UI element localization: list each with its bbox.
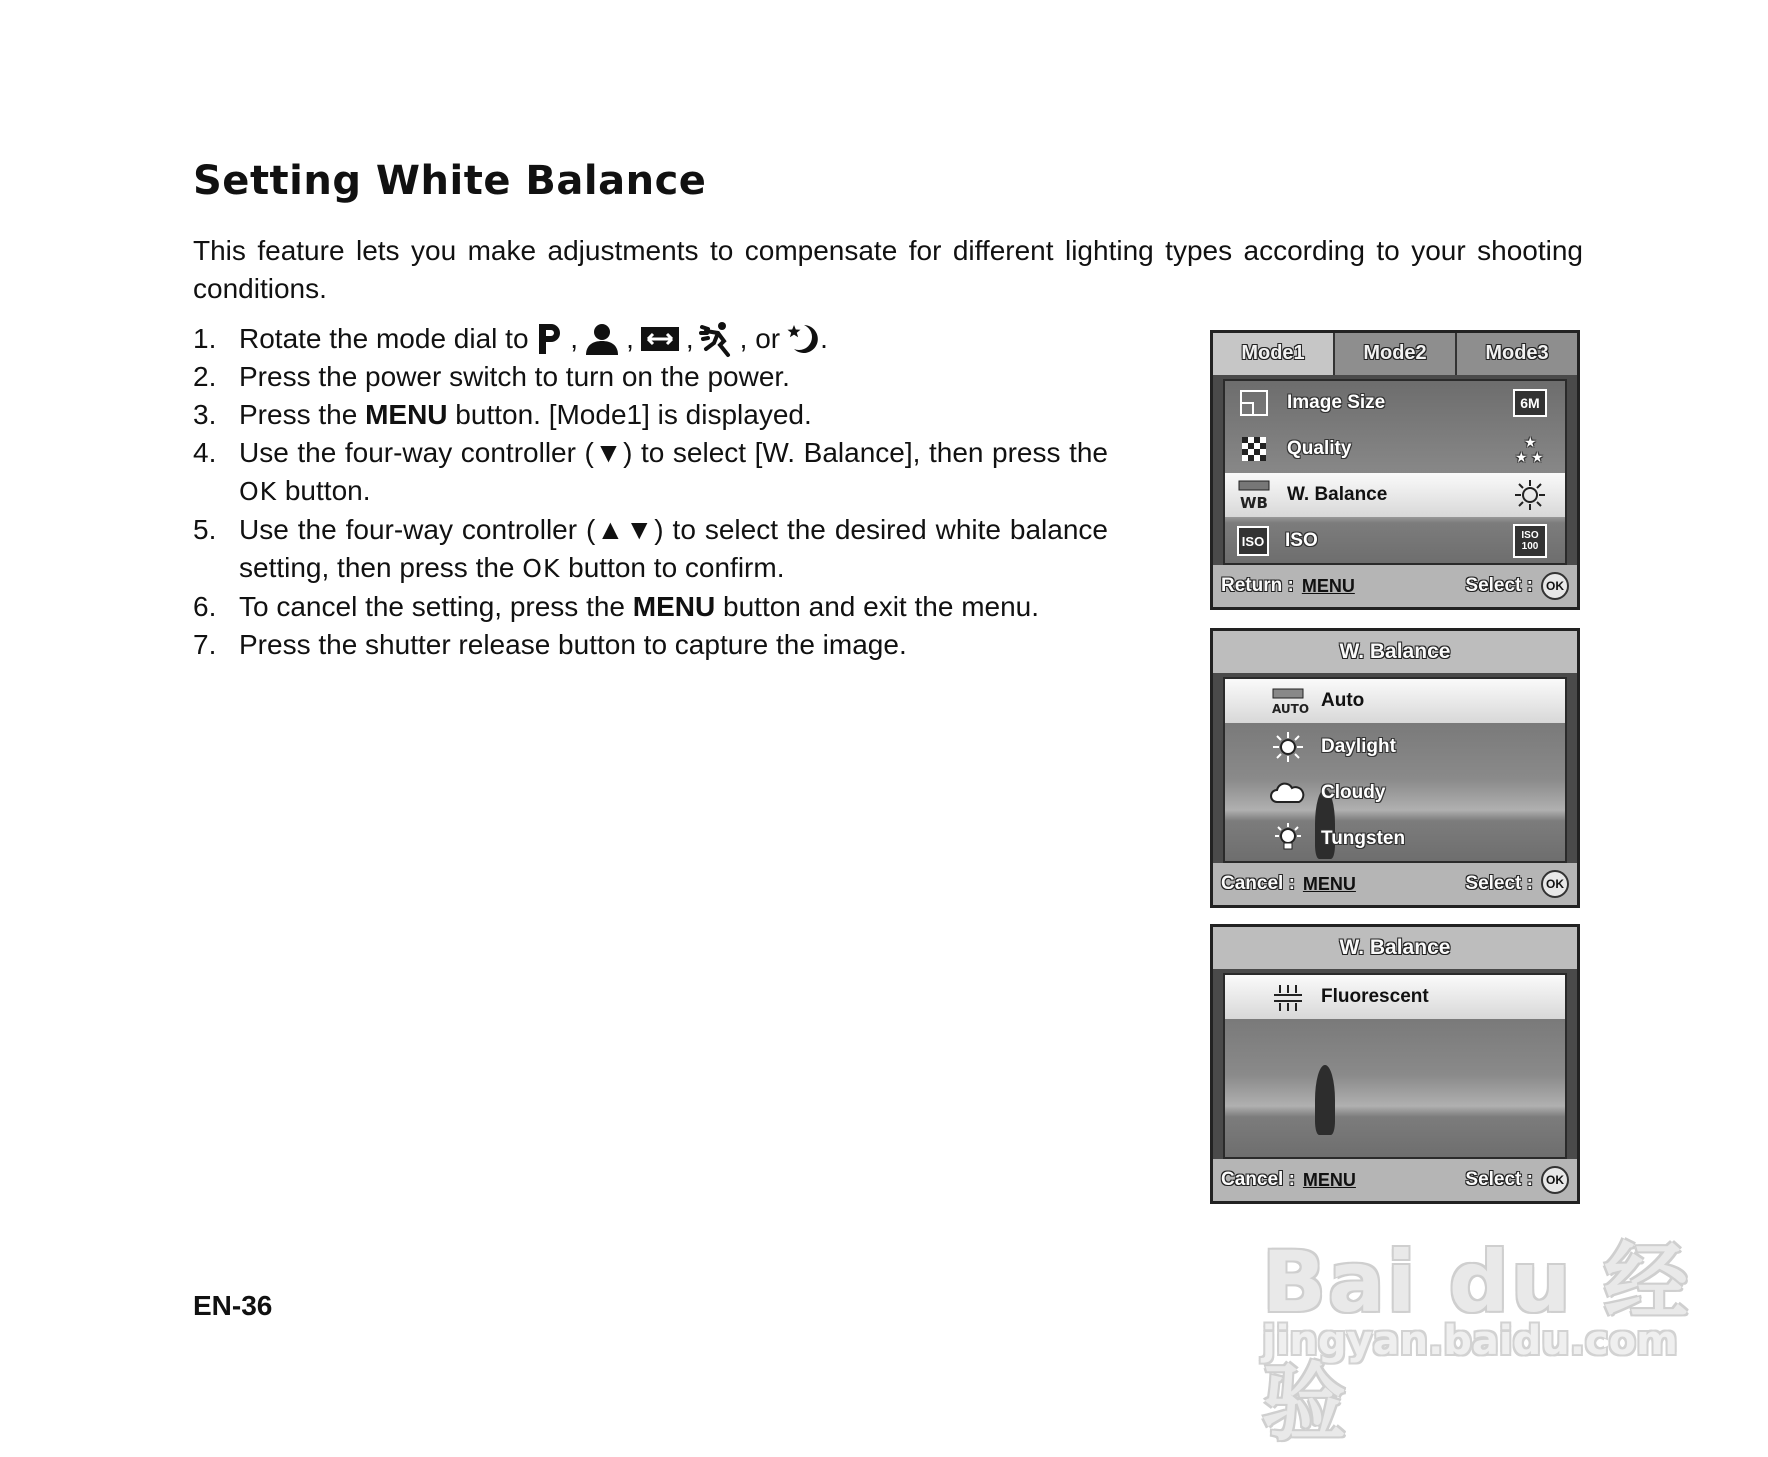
auto-wb-icon <box>1271 686 1310 716</box>
step-6: 6. To cancel the setting, press the MENU button and exit the menu. <box>193 591 1040 622</box>
menu-key: MENU <box>1302 873 1356 894</box>
tab-mode1[interactable]: Mode1 <box>1213 333 1335 375</box>
step-5: 5. Use the four-way controller (▲▼) to select the desired white balance setting, then press the OK button to confirm. <box>193 514 1108 583</box>
tree-image <box>1315 1065 1335 1135</box>
tab-mode3[interactable]: Mode3 <box>1457 333 1577 375</box>
svg-text:★: ★ <box>1524 435 1537 451</box>
daylight-icon <box>1513 480 1547 510</box>
watermark-logo: Bai du 经验 <box>1262 1233 1690 1452</box>
wb-icon <box>1237 480 1271 510</box>
wb-option-daylight[interactable]: Daylight <box>1225 725 1565 769</box>
ok-button-icon: OK <box>1541 870 1569 898</box>
menu-key: MENU <box>1302 1169 1356 1190</box>
page-number: EN-36 <box>193 1290 273 1321</box>
iso-100-icon: ISO 100 <box>1513 524 1547 558</box>
camera-screen-wb-list <box>1210 628 1580 908</box>
portrait-mode-icon <box>584 323 620 355</box>
wb-option-fluorescent[interactable]: Fluorescent <box>1225 975 1565 1019</box>
menu-body <box>1223 973 1567 1159</box>
screen-footer: Cancel : MENU Select : OK <box>1213 863 1577 905</box>
image-size-icon <box>1237 388 1271 418</box>
step-2: 2. Press the power switch to turn on the power. <box>193 361 790 392</box>
svg-text:AUTO: AUTO <box>1272 702 1310 716</box>
intro-paragraph: This feature lets you make adjustments to compensate for different lighting types according to your shooting conditions. <box>193 235 1583 304</box>
program-mode-icon <box>536 322 564 356</box>
stars-icon <box>1513 434 1547 464</box>
iso-icon: ISO <box>1237 526 1269 556</box>
svg-text:WB: WB <box>1240 494 1268 512</box>
menu-item-iso[interactable]: ISO ISO ISO 100 <box>1225 519 1565 563</box>
step-1: 1. Rotate the mode dial to , , , , or . <box>193 320 1108 358</box>
ok-button-icon: OK <box>1541 1166 1569 1194</box>
screen-header: W. Balance <box>1213 631 1577 673</box>
menu-item-image-size[interactable]: Image Size 6M <box>1225 381 1565 425</box>
menu-item-quality[interactable]: Quality ★ ★ ★ <box>1225 427 1565 471</box>
steps-list <box>193 320 1108 664</box>
size-6m-icon: 6M <box>1513 389 1547 417</box>
ok-key-text: OK <box>522 554 561 583</box>
screen-footer: Return : MENU Select : OK <box>1213 565 1577 607</box>
fluorescent-icon <box>1271 982 1305 1012</box>
page-title: Setting White Balance <box>193 158 707 204</box>
menu-key-text: MENU <box>365 399 448 430</box>
quality-icon <box>1237 434 1271 464</box>
screen-footer: Cancel : MENU Select : OK <box>1213 1159 1577 1201</box>
camera-screen-mode1 <box>1210 330 1580 610</box>
menu-key-text: MENU <box>632 591 716 622</box>
step-3: 3. Press the MENU button. [Mode1] is displayed. <box>193 399 812 430</box>
step-4: 4. Use the four-way controller (▼) to select [W. Balance], then press the OK button. <box>193 437 1108 506</box>
svg-text:★: ★ <box>1515 450 1528 466</box>
ok-key-text: OK <box>239 477 278 506</box>
night-mode-icon <box>786 323 820 355</box>
panorama-mode-icon <box>640 326 680 352</box>
screen-header: W. Balance <box>1213 927 1577 969</box>
tab-mode2[interactable]: Mode2 <box>1335 333 1457 375</box>
wb-option-tungsten[interactable]: Tungsten <box>1225 817 1565 861</box>
tungsten-icon <box>1271 824 1305 854</box>
mode-icons: , , , , or <box>536 320 820 358</box>
menu-body <box>1223 379 1567 565</box>
wb-option-auto[interactable]: AUTO Auto <box>1225 679 1565 723</box>
wb-option-cloudy[interactable]: Cloudy <box>1225 771 1565 815</box>
mode-tabs <box>1213 333 1577 375</box>
cloudy-icon <box>1271 778 1305 808</box>
ok-button-icon: OK <box>1541 572 1569 600</box>
sports-mode-icon <box>700 321 734 357</box>
camera-screen-wb-fluorescent <box>1210 924 1580 1204</box>
menu-item-w-balance[interactable]: WB W. Balance <box>1225 473 1565 517</box>
menu-key: MENU <box>1301 575 1355 596</box>
menu-body <box>1223 677 1567 863</box>
daylight-icon <box>1271 732 1305 762</box>
svg-text:★: ★ <box>1531 450 1544 466</box>
watermark-url: jingyan.baidu.com <box>1262 1318 1678 1364</box>
step-7: 7. Press the shutter release button to capture the image. <box>193 629 907 660</box>
